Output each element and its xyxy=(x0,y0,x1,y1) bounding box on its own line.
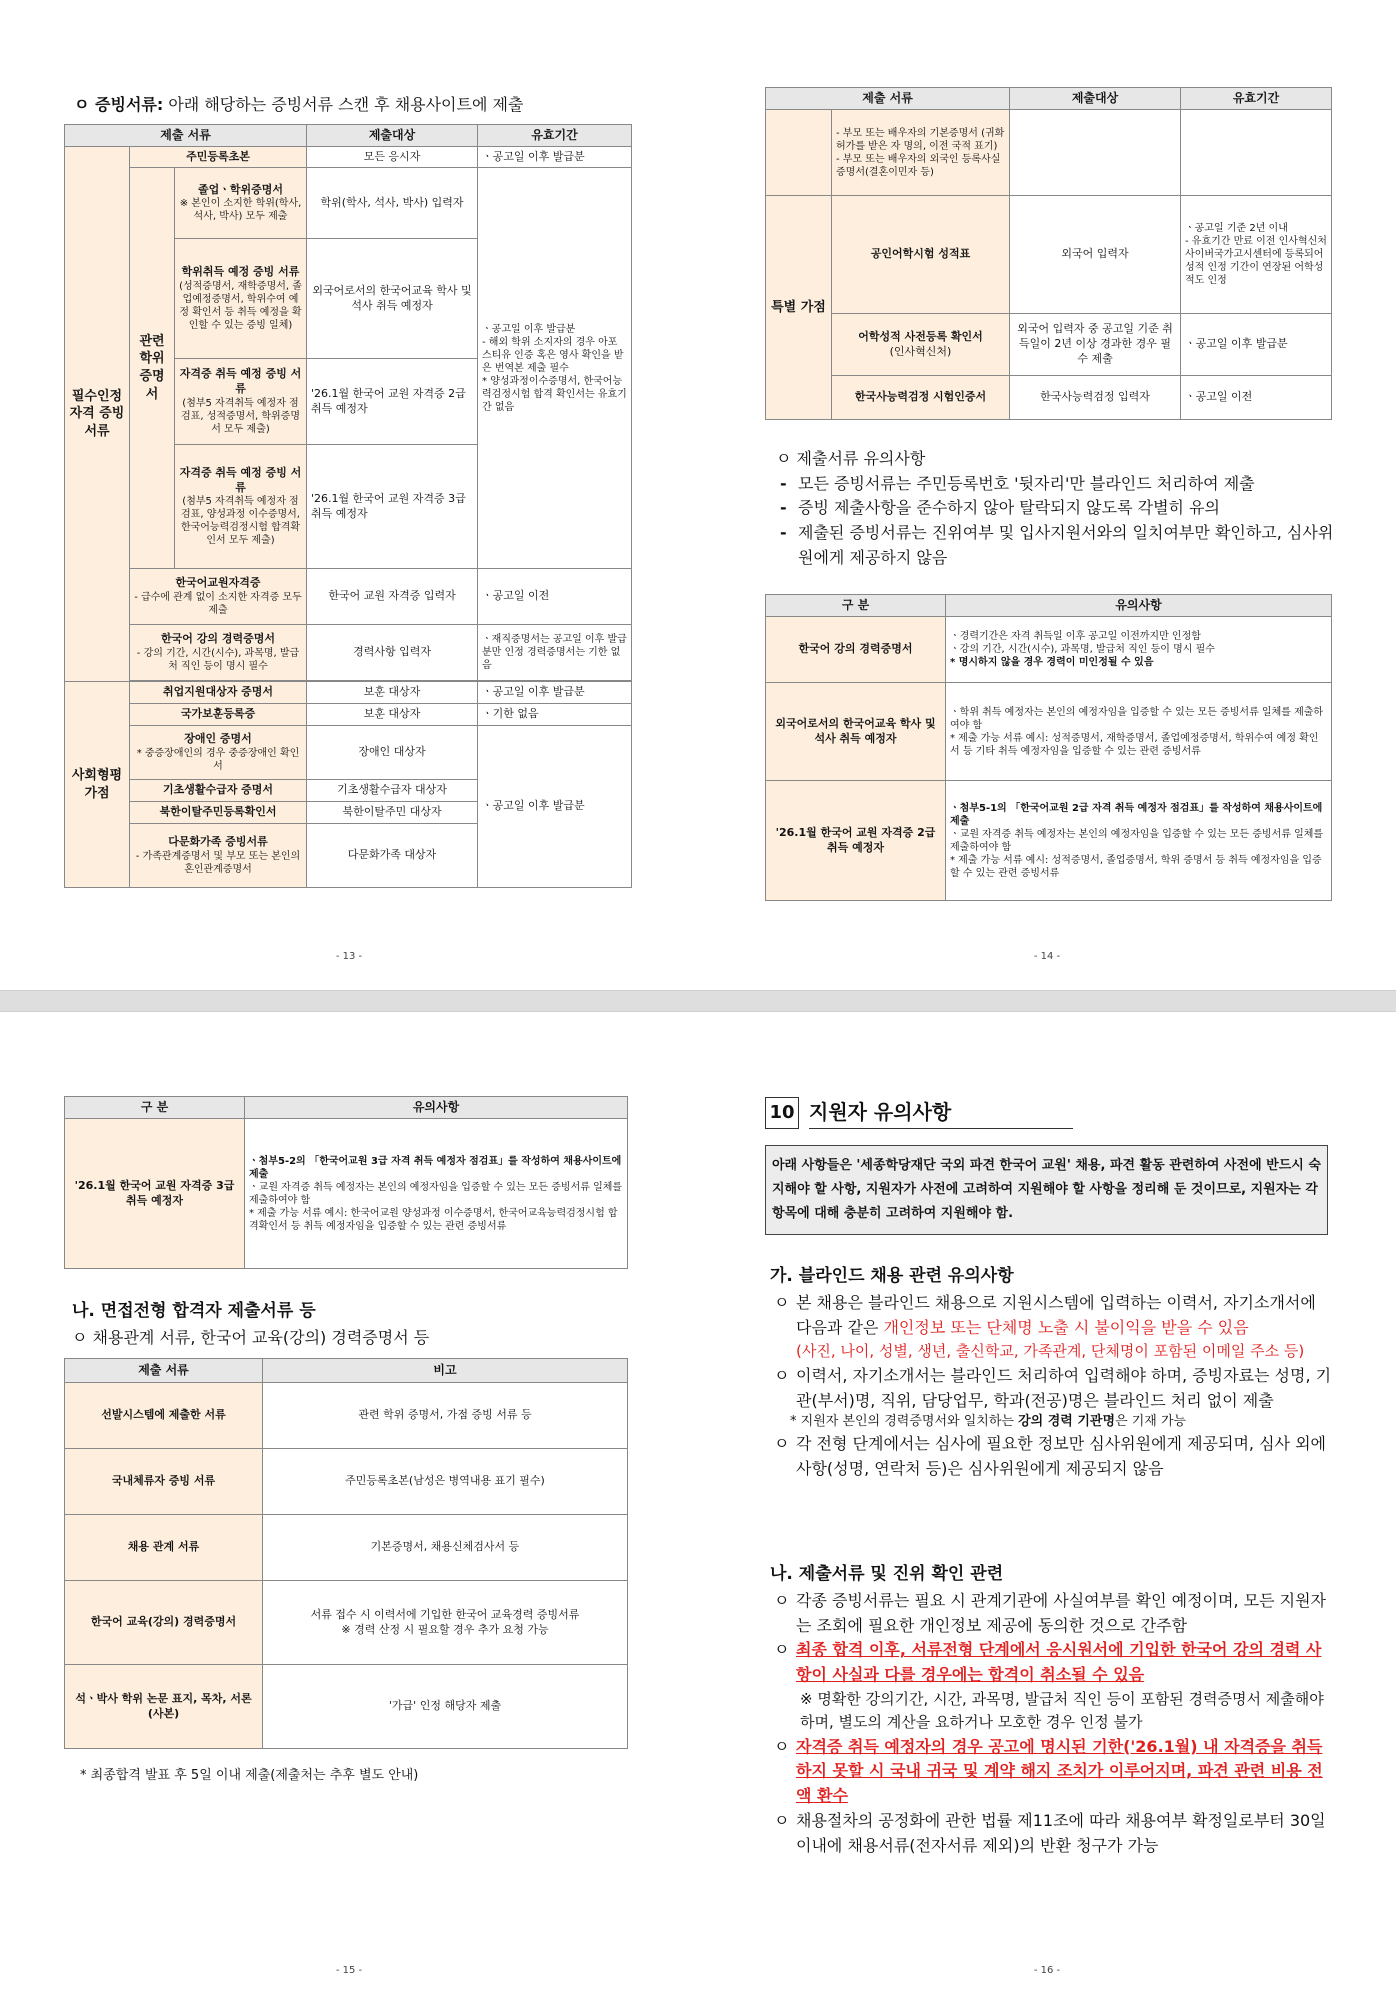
career-target: 경력사항 입력자 xyxy=(307,625,478,681)
verify-item-2-note: ※ 명확한 강의기간, 시간, 과목명, 발급처 직인 등이 포함된 경력증명서 제출해야 하며, 별도의 계산을 요하거나 모호한 경우 인정 불가 xyxy=(800,1690,1324,1732)
job-target: 보훈 대상자 xyxy=(307,682,478,704)
career-doc xyxy=(130,625,307,681)
expect-note: (성적증명서, 재학증명서, 졸업예정증명서, 학위수여 예정 확인서 등 취득 예정을 확인할 수 있는 증빙 일체) xyxy=(179,280,302,331)
basic-target: 기초생활수급자 대상자 xyxy=(307,780,478,802)
cert2-target: '26.1월 한국어 교원 자격증 2급 취득 예정자 xyxy=(307,359,478,445)
note-a: * 지원자 본인의 경력증명서와 일치하는 xyxy=(790,1414,1019,1430)
prereg-title: 어학성적 사전등록 확인서 xyxy=(858,329,983,343)
job-doc: 취업지원대상자 증명서 xyxy=(130,682,307,704)
nk-doc: 북한이탈주민등록확인서 xyxy=(130,802,307,824)
page-number: - 16 - xyxy=(1033,1965,1061,1976)
cert2-cautions xyxy=(946,781,1332,901)
disab-target: 장애인 대상자 xyxy=(307,726,478,780)
blind-item-3-text: 각 전형 단계에서는 심사에 필요한 정보만 심사위원에게 제공되며, 심사 외에 사항(성명, 연락처 등)은 심사위원에게 제공되지 않음 xyxy=(796,1434,1326,1478)
verify-item-3 xyxy=(770,1735,1336,1809)
circle-marker: ㅇ xyxy=(774,1736,790,1756)
verify-item-2 xyxy=(770,1638,1336,1688)
th-docs: 제출 서류 xyxy=(65,125,307,147)
cert3-caution-2: ㆍ교원 자격증 취득 예정자는 본인의 예정자임을 입증할 수 있는 모든 증빙서류 일체를 제출하여야 함 xyxy=(249,1181,623,1206)
teacher-target: 한국어 교원 자격증 입력자 xyxy=(307,569,478,625)
multi-target: 다문화가족 대상자 xyxy=(307,824,478,888)
page-16 xyxy=(698,1012,1396,2004)
interview-title: 나. 면접전형 합격자 제출서류 등 xyxy=(72,1301,316,1321)
group-related-degree: 관련 학위 증명서 xyxy=(130,168,175,569)
circle-marker: ㅇ xyxy=(774,1810,790,1830)
note-1 xyxy=(776,472,1342,497)
special-table xyxy=(765,87,1332,420)
page-13 xyxy=(0,0,698,990)
basic-doc: 기초생활수급자 증명서 xyxy=(130,780,307,802)
cert2-caution-3: * 제출 가능 서류 예시: 성적증명서, 졸업증명서, 학위 증명서 등 취득 예정자임을 입증할 수 있는 관련 증빙서류 xyxy=(950,854,1322,879)
page-number: - 13 - xyxy=(335,951,363,962)
spouse-valid xyxy=(1181,110,1332,196)
notes-title: ㅇ 제출서류 유의사항 xyxy=(776,449,926,468)
note-2 xyxy=(776,496,1342,521)
th-caution: 유의사항 xyxy=(946,595,1332,617)
dash-marker: - xyxy=(780,473,787,493)
disab-title: 장애인 증명서 xyxy=(184,732,252,746)
lang-doc: 공인어학시험 성적표 xyxy=(832,196,1010,314)
th-category: 구 분 xyxy=(766,595,946,617)
page-15 xyxy=(0,1012,698,2004)
cert2-title: 자격증 취득 예정 증빙 서류 xyxy=(179,367,302,395)
th-valid: 유효기간 xyxy=(1181,88,1332,110)
th-target: 제출대상 xyxy=(307,125,478,147)
submission-row-label: 석ㆍ박사 학위 논문 표지, 목차, 서론(사본) xyxy=(65,1665,263,1749)
cert2-label: '26.1월 한국어 교원 자격증 2급 취득 예정자 xyxy=(766,781,946,901)
note-1-text: 모든 증빙서류는 주민등록번호 '뒷자리'만 블라인드 처리하여 제출 xyxy=(798,473,1255,493)
page-gap xyxy=(0,990,1396,1012)
submission-row-label: 국내체류자 증빙 서류 xyxy=(65,1449,263,1515)
prereg-sub: (인사혁신처) xyxy=(889,344,952,358)
expect-title: 학위취득 예정 증빙 서류 xyxy=(181,265,300,279)
th-valid: 유효기간 xyxy=(478,125,632,147)
degree-expect-caution-2: * 제출 가능 서류 예시: 성적증명서, 재학증명서, 졸업예정증명서, 학위수여 예정 확인서 등 기타 취득 예정자임을 입증할 수 있는 관련 증빙서류 xyxy=(950,732,1319,757)
job-valid: ㆍ공고일 이후 발급분 xyxy=(478,682,632,704)
submission-row-note: 주민등록초본(남성은 병역내용 표기 필수) xyxy=(263,1449,628,1515)
submission-row-label: 한국어 교육(강의) 경력증명서 xyxy=(65,1581,263,1665)
degree-expect-cautions xyxy=(946,683,1332,781)
evidence-intro xyxy=(74,92,523,115)
intro-box: 아래 사항들은 '세종학당재단 국외 파견 한국어 교원' 채용, 파견 활동 관련하여 사전에 반드시 숙지해야 할 사항, 지원자가 사전에 고려하여 지원해야 할 사항을 정리해 둔 것이므로, 지원자는 각 항목에 대해 충분히 고려하여 지원해야 함. xyxy=(765,1145,1328,1235)
merit-target: 보훈 대상자 xyxy=(307,704,478,726)
notes-section xyxy=(776,446,1342,571)
th-caution: 유의사항 xyxy=(245,1097,628,1119)
career-valid: ㆍ재직증명서는 공고일 이후 발급분만 인정 경력증명서는 기한 없음 xyxy=(478,625,632,681)
note-c: 은 기재 가능 xyxy=(1115,1414,1187,1430)
blind-title: 가. 블라인드 채용 관련 유의사항 xyxy=(770,1266,1014,1286)
grad-target: 학위(학사, 석사, 박사) 입력자 xyxy=(307,168,478,239)
grad-note: ※ 본인이 소지한 학위(학사, 석사, 박사) 모두 제출 xyxy=(179,198,302,223)
th-docs: 제출 서류 xyxy=(65,1359,263,1383)
blind-item-1-warning: 개인정보 또는 단체명 노출 시 불이익을 받을 수 있음 xyxy=(883,1317,1249,1337)
grad-doc xyxy=(175,168,307,239)
history-target: 한국사능력검정 입력자 xyxy=(1010,376,1181,420)
circle-marker: ㅇ xyxy=(774,1434,790,1454)
disab-doc xyxy=(130,726,307,780)
multi-note: - 가족관계증명서 및 부모 또는 본인의 혼인관계증명서 xyxy=(135,850,301,875)
cert3-note: (첨부5 자격취득 예정자 점검표, 양성과정 이수증명서, 한국어능력검정시험 합격확인서 모두 제출) xyxy=(180,496,301,547)
verify-item-4-text: 채용절차의 공정화에 관한 법률 제11조에 따라 채용여부 확정일로부터 30일 이내에 채용서류(전자서류 제외)의 반환 청구가 가능 xyxy=(796,1810,1326,1855)
submission-row-note: 서류 접수 시 이력서에 기입한 한국어 교육경력 증빙서류 ※ 경력 산정 시 필요할 경우 추가 요청 가능 xyxy=(263,1581,628,1665)
page-number: - 15 - xyxy=(335,1965,363,1976)
section-heading xyxy=(765,1096,1073,1129)
submission-row-note: 기본증명서, 채용신체검사서 등 xyxy=(263,1515,628,1581)
verify-item-1-text: 각종 증빙서류는 필요 시 관계기관에 사실여부를 확인 예정이며, 모든 지원자는 조회에 필요한 개인정보 제공에 동의한 것으로 간주함 xyxy=(796,1590,1326,1635)
blind-item-1 xyxy=(770,1291,1336,1364)
th-category: 구 분 xyxy=(65,1097,245,1119)
grad-title: 졸업ㆍ학위증명서 xyxy=(198,182,284,196)
resident-valid: ㆍ공고일 이후 발급분 xyxy=(478,147,632,168)
note-2-text: 증빙 제출사항을 준수하지 않아 탈락되지 않도록 각별히 유의 xyxy=(798,498,1221,518)
merit-doc: 국가보훈등록증 xyxy=(130,704,307,726)
verify-item-2-text: 최종 합격 이후, 서류전형 단계에서 응시원서에 기입한 한국어 강의 경력 사항이 사실과 다를 경우에는 합격이 취소될 수 있음 xyxy=(796,1640,1322,1685)
cert3-title: 자격증 취득 예정 증빙 서류 xyxy=(179,465,302,494)
interview-section xyxy=(72,1298,632,1351)
career-cautions xyxy=(946,617,1332,683)
cert3-cautions xyxy=(245,1119,628,1269)
history-valid: ㆍ공고일 이전 xyxy=(1181,376,1332,420)
verify-item-1 xyxy=(770,1589,1336,1639)
group-social: 사회형평 가점 xyxy=(65,682,130,888)
blind-item-2-text: 이력서, 자기소개서는 블라인드 처리하여 입력해야 하며, 증빙자료는 성명, 기관(부서)명, 직위, 담당업무, 학과(전공)명은 블라인드 처리 없이 제출 xyxy=(796,1365,1332,1410)
circle-marker: ㅇ xyxy=(774,1292,790,1312)
dash-marker: - xyxy=(780,498,787,518)
page-number: - 14 - xyxy=(1033,951,1061,962)
circle-marker: ㅇ xyxy=(774,1640,790,1660)
verification-title: 나. 제출서류 및 진위 확인 관련 xyxy=(770,1564,1004,1584)
submission-table xyxy=(64,1358,628,1749)
caution-table xyxy=(765,594,1332,901)
lang-valid: ㆍ공고일 기준 2년 이내 - 유효기간 만료 이전 인사혁신처 사이버국가고시센터에 등록되어 성적 인정 기간이 연장된 어학성적도 인정 xyxy=(1181,196,1332,314)
cert2-caution-2: ㆍ교원 자격증 취득 예정자는 본인의 예정자임을 입증할 수 있는 모든 증빙서류 일체를 제출하여야 함 xyxy=(950,828,1324,853)
teacher-valid: ㆍ공고일 이전 xyxy=(478,569,632,625)
th-target: 제출대상 xyxy=(1010,88,1181,110)
blind-item-1-text: 본 채용은 블라인드 채용으로 지원시스템에 입력하는 이력서, 자기소개서에 다음과 같은 xyxy=(796,1292,1316,1337)
nk-target: 북한이탈주민 대상자 xyxy=(307,802,478,824)
th-remark: 비고 xyxy=(263,1359,628,1383)
circle-marker: ㅇ xyxy=(774,1365,790,1385)
note-3-text: 제출된 증빙서류는 진위여부 및 입사지원서와의 일치여부만 확인하고, 심사위원에게 제공하지 않음 xyxy=(798,523,1334,567)
resident-doc: 주민등록초본 xyxy=(130,147,307,168)
merit-valid: ㆍ기한 없음 xyxy=(478,704,632,726)
cert3-caution-1: ㆍ첨부5-2의 「한국어교원 3급 자격 취득 예정자 점검표」를 작성하여 채용사이트에 제출 xyxy=(249,1155,622,1180)
th-docs: 제출 서류 xyxy=(766,88,1010,110)
teacher-title: 한국어교원자격증 xyxy=(175,576,261,590)
intro-lead: ㅇ 증빙서류: xyxy=(74,95,164,114)
prereg-target: 외국어 입력자 중 공고일 기준 취득일이 2년 이상 경과한 경우 필수 제출 xyxy=(1010,314,1181,376)
prereg-valid: ㆍ공고일 이후 발급분 xyxy=(1181,314,1332,376)
verify-item-4 xyxy=(770,1809,1336,1859)
blind-item-3 xyxy=(770,1432,1336,1482)
prereg-doc xyxy=(832,314,1010,376)
submission-row-label: 선발시스템에 제출한 서류 xyxy=(65,1383,263,1449)
blind-item-1-examples: (사진, 나이, 성별, 생년, 출신학교, 가족관계, 단체명이 포함된 이메일 주소 등) xyxy=(796,1342,1305,1361)
verify-item-3-text: 자격증 취득 예정자의 경우 공고에 명시된 기한('26.1월) 내 자격증을 취득하지 못할 시 국내 귀국 및 계약 해지 조치가 이루어지며, 파견 관련 비용 전액 환수 xyxy=(796,1736,1323,1806)
cert3-caution-table xyxy=(64,1096,628,1269)
submission-row-note: 관련 학위 증명서, 가점 증빙 서류 등 xyxy=(263,1383,628,1449)
spouse-doc-note: - 부모 또는 배우자의 기본증명서 (귀화 허가를 받은 자 명의, 이전 국적 표기) - 부모 또는 배우자의 외국인 등록사실 증명서(결혼이민자 등) xyxy=(832,110,1010,196)
expect-doc xyxy=(175,239,307,359)
submission-footnote: * 최종합격 발표 후 5일 이내 제출(제출처는 추후 별도 안내) xyxy=(80,1768,419,1783)
cert2-note: (첨부5 자격취득 예정자 점검표, 성적증명서, 학위증명서 모두 제출) xyxy=(181,397,300,435)
group-special: 특별 가점 xyxy=(766,196,832,420)
group-required: 필수인정 자격 증빙서류 xyxy=(65,147,130,682)
degree-expect-label: 외국어로서의 한국어교육 학사 및 석사 취득 예정자 xyxy=(766,683,946,781)
submission-row-label: 채용 관계 서류 xyxy=(65,1515,263,1581)
blind-item-2 xyxy=(770,1364,1336,1414)
page-14 xyxy=(698,0,1396,990)
career-label: 한국어 강의 경력증명서 xyxy=(766,617,946,683)
top-spacer xyxy=(766,110,832,196)
blind-section xyxy=(770,1262,1336,1482)
cert3-doc xyxy=(175,445,307,569)
career-caution-1: ㆍ경력기간은 자격 취득일 이후 공고일 이전까지만 인정함 xyxy=(950,631,1201,642)
evidence-table xyxy=(64,124,632,888)
section-title: 지원자 유의사항 xyxy=(809,1096,1073,1129)
cert2-caution-1: ㆍ첨부5-1의 「한국어교원 2급 자격 취득 예정자 점검표」를 작성하여 채용사이트에 제출 xyxy=(950,802,1323,827)
degree-valid: ㆍ공고일 이후 발급분 - 해외 학위 소지자의 경우 아포스티유 인증 혹은 영사 확인을 받은 번역본 제출 필수 * 양성과정이수증명서, 한국어능력검정시험 합격 확인서는 유효기간 없음 xyxy=(478,168,632,569)
cert3-label: '26.1월 한국어 교원 자격증 3급 취득 예정자 xyxy=(65,1119,245,1269)
career-caution-3: * 명시하지 않을 경우 경력이 미인정될 수 있음 xyxy=(950,657,1154,668)
lang-target: 외국어 입력자 xyxy=(1010,196,1181,314)
intro-text: 아래 해당하는 증빙서류 스캔 후 채용사이트에 제출 xyxy=(163,95,524,114)
note-3 xyxy=(776,521,1342,571)
verification-section xyxy=(770,1560,1336,1859)
dash-marker: - xyxy=(780,523,787,543)
teacher-doc xyxy=(130,569,307,625)
blind-item-2-note xyxy=(770,1413,1336,1432)
teacher-note: - 급수에 관계 없이 소지한 자격증 모두 제출 xyxy=(134,591,302,616)
section-number: 10 xyxy=(765,1097,799,1129)
note-b: 강의 경력 기관명 xyxy=(1018,1414,1116,1430)
expect-target: 외국어로서의 한국어교육 학사 및 석사 취득 예정자 xyxy=(307,239,478,359)
career-title: 한국어 강의 경력증명서 xyxy=(161,632,275,646)
resident-target: 모든 응시자 xyxy=(307,147,478,168)
circle-marker: ㅇ xyxy=(774,1590,790,1610)
spouse-target xyxy=(1010,110,1181,196)
social-valid: ㆍ공고일 이후 발급분 xyxy=(478,726,632,888)
multi-doc xyxy=(130,824,307,888)
interview-bullet: ㅇ 채용관계 서류, 한국어 교육(강의) 경력증명서 등 xyxy=(72,1328,430,1348)
cert3-caution-3: * 제출 가능 서류 예시: 한국어교원 양성과정 이수증명서, 한국어교육능력검정시험 합격확인서 등 취득 예정자임을 입증할 수 있는 관련 증빙서류 xyxy=(249,1207,618,1232)
history-doc: 한국사능력검정 시험인증서 xyxy=(832,376,1010,420)
degree-expect-caution-1: ㆍ학위 취득 예정자는 본인의 예정자임을 입증할 수 있는 모든 증빙서류 일체를 제출하여야 함 xyxy=(950,706,1324,731)
cert3-target: '26.1월 한국어 교원 자격증 3급 취득 예정자 xyxy=(307,445,478,569)
submission-row-note: '가급' 인정 해당자 제출 xyxy=(263,1665,628,1749)
cert2-doc xyxy=(175,359,307,445)
career-note: - 강의 기간, 시간(시수), 과목명, 발급처 직인 등이 명시 필수 xyxy=(136,647,300,672)
career-caution-2: ㆍ강의 기간, 시간(시수), 과목명, 발급처 직인 등이 명시 필수 xyxy=(950,644,1215,655)
disab-note: * 중증장애인의 경우 중증장애인 확인서 xyxy=(136,747,300,772)
multi-title: 다문화가족 증빙서류 xyxy=(168,835,268,849)
